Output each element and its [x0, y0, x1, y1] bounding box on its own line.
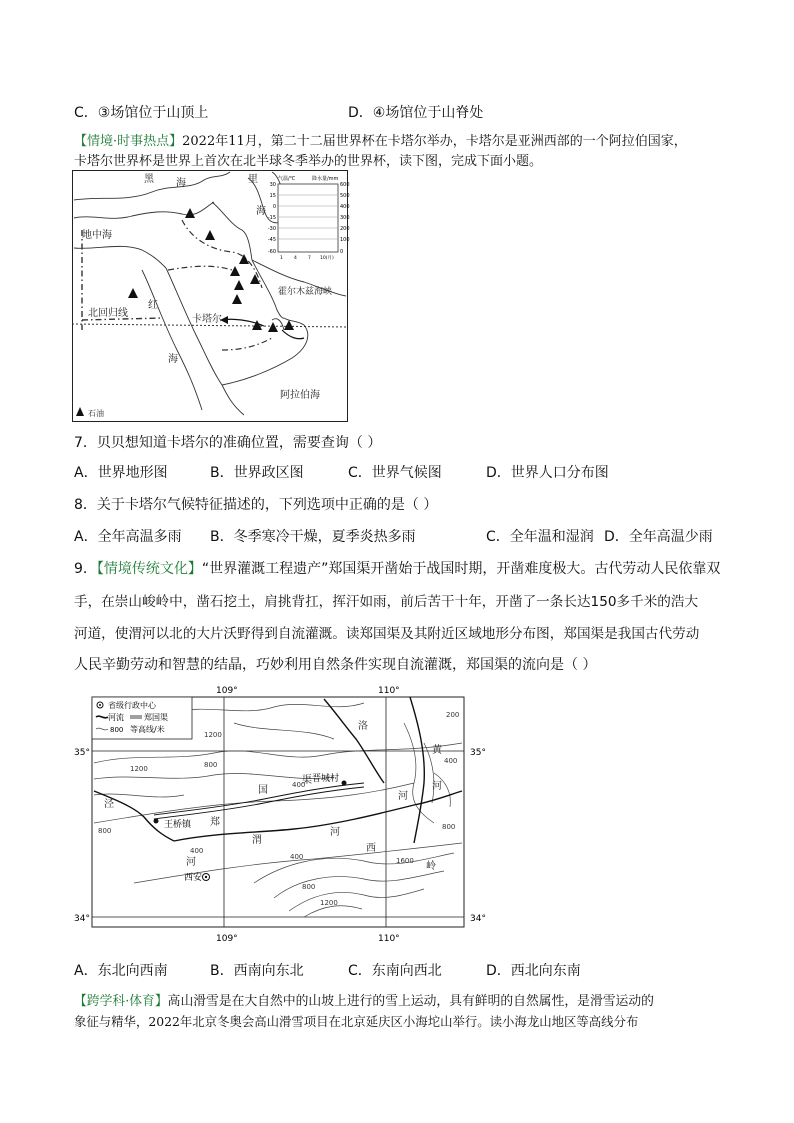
- climate-temp-label: 气温/℃: [278, 176, 296, 182]
- char-he4: 河: [432, 781, 442, 792]
- char-he2: 河: [330, 827, 340, 838]
- context2-tag: 【跨学科·体育】: [74, 994, 168, 1009]
- precip-tick: 0: [340, 249, 344, 255]
- contour-label: 400: [444, 757, 458, 765]
- q9-line2: 手，在崇山峻岭中，凿石挖土，肩挑背扛，挥汗如雨，前后苦干十年，开凿了一条长达150多千米的浩大: [74, 594, 699, 610]
- month-tick: 4: [294, 256, 297, 261]
- lon-top-right: 110°: [378, 686, 400, 696]
- q9-option-d[interactable]: D．西北向东南: [486, 963, 581, 979]
- label-red: 红: [148, 300, 158, 311]
- temp-tick: 0: [272, 204, 276, 210]
- temp-tick: -15: [267, 215, 276, 221]
- label-hormuz: 霍尔木兹海峡: [278, 287, 333, 297]
- lat-right-top: 35°: [470, 748, 486, 758]
- label-arabian-sea: 阿拉伯海: [280, 390, 320, 401]
- middle-east-map: [72, 170, 348, 422]
- char-zheng: 郑: [210, 817, 220, 828]
- lon-top-left: 109°: [216, 686, 238, 696]
- temp-tick: 15: [269, 193, 276, 199]
- char-huang: 黄: [432, 745, 442, 756]
- q7-option-a[interactable]: A．世界地形图: [74, 465, 168, 481]
- q9-option-c[interactable]: C．东南向西北: [348, 963, 442, 979]
- q8-option-d[interactable]: D．全年高温少雨: [604, 529, 713, 545]
- q8-option-c[interactable]: C．全年温和湿润: [486, 529, 594, 545]
- place-xian: 西安: [184, 873, 203, 883]
- contour-label: 400: [292, 781, 306, 789]
- context-paragraph-2: [74, 990, 654, 1009]
- month-tick: 7: [308, 256, 311, 261]
- month-tick: 10(月): [320, 256, 334, 261]
- q9-option-b[interactable]: B．西南向东北: [210, 963, 304, 979]
- contour-label: 400: [290, 853, 304, 861]
- q8-stem: 8．关于卡塔尔气候特征描述的，下列选项中正确的是（ ）: [74, 497, 438, 513]
- contour-label: 400: [190, 847, 204, 855]
- contour-label: 800: [442, 823, 456, 831]
- char-guo: 国: [258, 785, 268, 796]
- q9-line4: 人民辛勤劳动和智慧的结晶，巧妙利用自然条件实现自流灌溉，郑国渠的流向是（ ）: [74, 657, 597, 673]
- lon-bottom-right: 110°: [378, 934, 400, 944]
- q7-option-d[interactable]: D．世界人口分布图: [486, 465, 609, 481]
- contour-label: 1200: [204, 731, 222, 739]
- place-jinchengcun: 晋城村: [312, 774, 340, 784]
- q6-option-c[interactable]: C．③场馆位于山顶上: [74, 105, 209, 121]
- context2-text: 高山滑雪是在大自然中的山坡上进行的雪上运动，具有鲜明的自然属性，是滑雪运动的: [167, 994, 654, 1009]
- contour-label: 800: [302, 883, 316, 891]
- temp-tick: -45: [267, 237, 276, 243]
- zhengguo-canal-map: [74, 683, 484, 945]
- label-tropic: 北回归线: [88, 308, 128, 319]
- month-tick: 1: [280, 256, 283, 261]
- context-text: 2022年11月，第二十二届世界杯在卡塔尔举办，卡塔尔是亚洲西部的一个阿拉伯国家，: [182, 134, 687, 149]
- q8-option-a[interactable]: A．全年高温多雨: [74, 529, 182, 545]
- temp-tick: -60: [267, 249, 276, 255]
- label-li: 里: [248, 174, 258, 185]
- q7-option-b[interactable]: B．世界政区图: [210, 465, 304, 481]
- char-he3: 河: [398, 791, 408, 802]
- label-sea: 海: [176, 178, 186, 189]
- legend-river: 河流: [108, 713, 124, 722]
- temp-tick: -30: [267, 226, 276, 232]
- char-jing: 泾: [104, 799, 114, 810]
- char-luo: 洛: [358, 721, 368, 732]
- legend-canal: 郑国渠: [144, 713, 168, 722]
- contour-label: 800: [98, 827, 112, 835]
- precip-tick: 600: [340, 182, 350, 188]
- context-tag: 【情境·时事热点】: [74, 134, 183, 149]
- contour-label: 200: [446, 711, 460, 719]
- legend-oil: 石油: [88, 409, 104, 418]
- legend-capital: 省级行政中心: [108, 701, 156, 710]
- lat-right-bottom: 34°: [470, 914, 486, 924]
- climate-precip-label: 降水量/mm: [312, 176, 339, 182]
- char-he1: 河: [186, 857, 196, 868]
- q9-number: 9．: [74, 561, 97, 577]
- precip-tick: 100: [340, 237, 350, 243]
- contour-label: 1600: [396, 857, 414, 865]
- char-qu: 渠: [302, 775, 312, 786]
- contour-label: 1200: [320, 899, 338, 907]
- legend-contour-value: 800: [110, 726, 124, 734]
- lon-bottom-left: 109°: [216, 934, 238, 944]
- precip-tick: 200: [340, 226, 350, 232]
- q9-tag: 【情境传统文化】: [96, 561, 202, 577]
- precip-tick: 500: [340, 193, 350, 199]
- label-black: 黑: [144, 174, 154, 185]
- q9-option-a[interactable]: A．东北向西南: [74, 963, 168, 979]
- context-paragraph-1-line2: 卡塔尔世界杯是世界上首次在北半球冬季举办的世界杯，读下图，完成下面小题。: [74, 154, 543, 169]
- contour-label: 1200: [130, 765, 148, 773]
- context-paragraph-2-line2: 象征与精华，2022年北京冬奥会高山滑雪项目在北京延庆区小海坨山举行。读小海龙山地区等高线分布: [74, 1014, 639, 1029]
- place-wangqiaozhen: 王桥镇: [164, 820, 192, 830]
- context-paragraph-1: [74, 130, 687, 149]
- legend-contour: 等高线/米: [130, 725, 165, 734]
- lat-left-top: 35°: [74, 748, 90, 758]
- q6-option-d[interactable]: D．④场馆位于山脊处: [348, 105, 484, 121]
- label-qatar: 卡塔尔: [192, 314, 222, 325]
- contour-label: 800: [204, 761, 218, 769]
- q7-option-c[interactable]: C．世界气候图: [348, 465, 442, 481]
- q9-text: “世界灌溉工程遗产”郑国渠开凿始于战国时期，开凿难度极大。古代劳动人民依靠双: [201, 561, 721, 577]
- temp-tick: 30: [269, 182, 276, 188]
- q9-line3: 河道，使渭河以北的大片沃野得到自流灌溉。读郑国渠及其附近区域地形分布图，郑国渠是我国古代劳动: [74, 626, 700, 642]
- precip-tick: 400: [340, 204, 350, 210]
- q8-option-b[interactable]: B．冬季寒冷干燥，夏季炎热多雨: [210, 529, 416, 545]
- precip-tick: 300: [340, 215, 350, 221]
- q9-line1: [74, 558, 720, 578]
- char-xi: 西: [366, 843, 376, 854]
- label-hai: 海: [256, 206, 266, 217]
- lat-left-bottom: 34°: [74, 914, 90, 924]
- char-ling: 岭: [426, 861, 436, 872]
- q7-stem: 7．贝贝想知道卡塔尔的准确位置，需要查询（ ）: [74, 435, 382, 451]
- label-red-sea: 海: [168, 354, 178, 365]
- label-mediterranean: 地中海: [82, 230, 112, 241]
- char-wei: 渭: [252, 835, 262, 846]
